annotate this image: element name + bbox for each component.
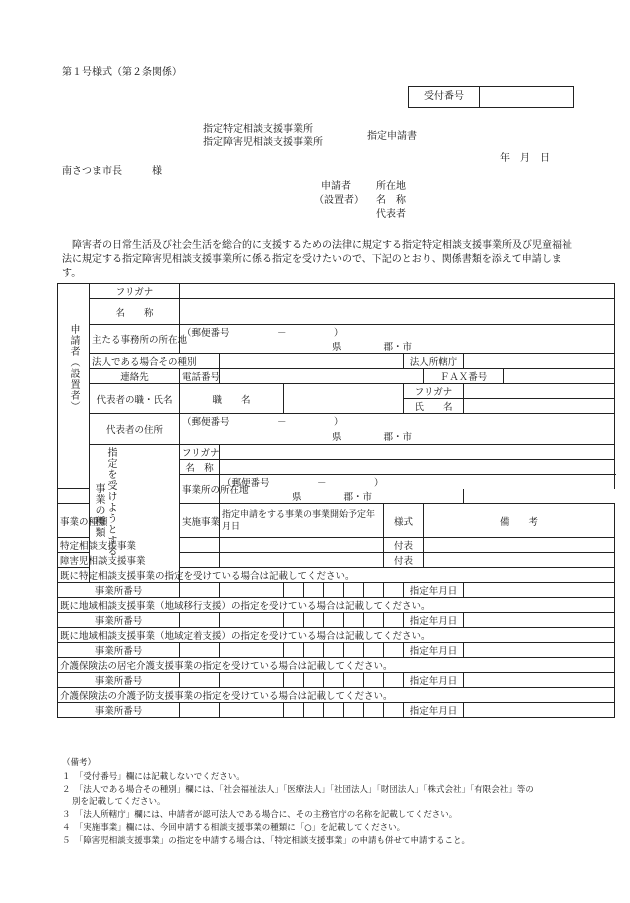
designated-date-label: 指定年月日 — [404, 703, 464, 718]
applicant-name-label: 名 称 — [376, 195, 406, 206]
contact-label: 連絡先 — [90, 369, 180, 384]
business-section-label: 指定を受けようとする 事業の種類 — [90, 444, 180, 583]
service-2-impl-field[interactable] — [180, 553, 220, 568]
receipt-number-field[interactable] — [480, 87, 573, 107]
applicant-section-label: 申請者（設置者） — [58, 284, 90, 489]
office-prefecture-label: 県 — [58, 489, 304, 504]
receipt-label: 受付番号 — [409, 87, 480, 107]
corp-type-field[interactable] — [220, 354, 404, 369]
office-number-digit[interactable] — [304, 673, 324, 688]
prefecture-label: 県 — [180, 339, 344, 354]
office-number-label: 事業所番号 — [58, 673, 180, 688]
office-number-digit[interactable] — [344, 673, 364, 688]
applicant-location-label: 所在地 — [376, 181, 406, 192]
city-label: 郡・市 — [344, 339, 615, 354]
office-number-digit[interactable] — [384, 583, 404, 598]
office-number-digit[interactable] — [324, 583, 344, 598]
office-number-digit[interactable] — [180, 613, 220, 628]
rep-name-field[interactable] — [464, 399, 615, 414]
existing-designation-4-note: 介護保険法の居宅介護支援事業の指定を受けている場合は記載してください。 — [58, 658, 615, 673]
office-number-digit[interactable] — [324, 613, 344, 628]
postal-code-field[interactable]: （郵便番号 － ） — [180, 325, 615, 340]
addressee: 南さつま市長 様 — [62, 166, 162, 177]
office-number-digit[interactable] — [304, 613, 324, 628]
phone-label: 電話番号 — [180, 369, 220, 384]
designated-date-field[interactable] — [464, 583, 615, 598]
office-number-label: 事業所番号 — [58, 583, 180, 598]
office-number-digit[interactable] — [220, 643, 284, 658]
date-field[interactable]: 年 月 日 — [500, 153, 550, 164]
office-number-digit[interactable] — [364, 583, 384, 598]
designated-date-label: 指定年月日 — [404, 583, 464, 598]
office-number-digit[interactable] — [384, 613, 404, 628]
office-furigana-field[interactable] — [220, 444, 615, 459]
office-number-digit[interactable] — [180, 703, 220, 718]
designated-date-field[interactable] — [464, 703, 615, 718]
note-5: ５ 「障害児相談支援事業」の指定を申請する場合は、「特定相談支援事業」の申請も併せて申請すること。 — [62, 836, 471, 846]
office-number-digit[interactable] — [384, 673, 404, 688]
rep-furigana-label: フリガナ — [404, 384, 464, 399]
office-number-digit[interactable] — [344, 583, 364, 598]
service-2-attach: 付表 — [384, 553, 424, 568]
existing-designation-3-note: 既に地域相談支援事業（地域定着支援）の指定を受けている場合は記載してください。 — [58, 628, 615, 643]
office-number-digit[interactable] — [364, 613, 384, 628]
designated-date-label: 指定年月日 — [404, 673, 464, 688]
designated-date-field[interactable] — [464, 613, 615, 628]
start-date-header: 指定申請をする事業の事業開始予定年月日 — [220, 504, 384, 538]
office-number-digit[interactable] — [220, 703, 284, 718]
furigana-field[interactable] — [180, 284, 615, 299]
fax-field[interactable] — [504, 369, 615, 384]
title-line-2: 指定障害児相談支援事業所 — [203, 137, 323, 148]
office-number-digit[interactable] — [180, 643, 220, 658]
notes-heading: （備考） — [62, 758, 97, 768]
rep-name-label: 氏 名 — [404, 399, 464, 414]
designated-date-label: 指定年月日 — [404, 643, 464, 658]
office-number-digit[interactable] — [364, 673, 384, 688]
office-number-digit[interactable] — [180, 583, 220, 598]
form-number: 第１号様式（第２条関係） — [62, 67, 182, 78]
rep-city-label: 郡・市 — [344, 428, 615, 444]
office-number-digit[interactable] — [324, 703, 344, 718]
note-1: １ 「受付番号」欄には記載しないでください。 — [62, 772, 245, 782]
office-number-digit[interactable] — [304, 643, 324, 658]
office-number-digit[interactable] — [220, 583, 284, 598]
service-1-start-field[interactable] — [220, 538, 384, 553]
office-number-digit[interactable] — [324, 673, 344, 688]
designated-date-label: 指定年月日 — [404, 613, 464, 628]
office-name-label: 名 称 — [180, 459, 220, 474]
office-number-label: 事業所番号 — [58, 703, 180, 718]
application-form-table — [57, 283, 615, 718]
applicant-label: 申請者 — [321, 181, 351, 192]
office-number-digit[interactable] — [384, 703, 404, 718]
office-number-digit[interactable] — [304, 703, 324, 718]
application-statement: 障害者の日常生活及び社会生活を総合的に支援するための法律に規定する指定特定相談支援事業所及び児童福祉法に規定する指定障害児相談支援事業所に係る指定を受けたいので、下記のとおり、関係書類を添えて申請します。 — [62, 240, 572, 279]
rep-postal-field[interactable]: （郵便番号 － ） — [180, 414, 615, 429]
rep-prefecture-label: 県 — [180, 428, 344, 444]
corp-office-field[interactable] — [464, 354, 615, 369]
office-number-digit[interactable] — [364, 643, 384, 658]
existing-designation-5-note: 介護保険法の介護予防支援事業の指定を受けている場合は記載してください。 — [58, 688, 615, 703]
office-number-digit[interactable] — [284, 673, 304, 688]
receipt-box — [408, 86, 574, 108]
main-office-label: 主たる事務所の所在地 — [90, 325, 180, 354]
designated-date-field[interactable] — [464, 643, 615, 658]
office-number-digit[interactable] — [384, 643, 404, 658]
office-furigana-label: フリガナ — [180, 444, 220, 459]
office-number-digit[interactable] — [304, 583, 324, 598]
office-number-digit[interactable] — [220, 613, 284, 628]
remarks-header: 備 考 — [424, 504, 615, 538]
note-3: ３ 「法人所轄庁」欄には、申請者が認可法人である場合に、その主務官庁の名称を記載してください。 — [62, 810, 458, 820]
note-2: ２ 「法人である場合その種別」欄には、「社会福祉法人」「医療法人」「社団法人」「財団法人」「株式会社」「有限会社」等の — [62, 785, 534, 795]
job-label: 職 名 — [180, 384, 284, 414]
office-number-digit[interactable] — [364, 703, 384, 718]
designated-date-field[interactable] — [464, 673, 615, 688]
applicant-name-field[interactable] — [180, 299, 615, 325]
applicant-rep-label: 代表者 — [376, 209, 406, 220]
note-2-cont: 別を記載してください。 — [72, 797, 166, 807]
corp-type-label: 法人である場合その種別 — [90, 354, 220, 369]
office-number-label: 事業所番号 — [58, 613, 180, 628]
furigana-label: フリガナ — [90, 284, 180, 299]
applicant-sub-label: （設置者） — [314, 195, 364, 206]
job-field[interactable] — [284, 384, 404, 414]
office-city-label: 郡・市 — [304, 489, 464, 504]
office-number-digit[interactable] — [344, 703, 364, 718]
applicant-name-label: 名 称 — [90, 299, 180, 325]
office-number-digit[interactable] — [284, 643, 304, 658]
office-name-field[interactable] — [220, 459, 615, 474]
office-number-digit[interactable] — [220, 673, 284, 688]
phone-field[interactable] — [220, 369, 424, 384]
service-1-label: 特定相談支援事業 — [58, 538, 90, 553]
office-number-digit[interactable] — [284, 583, 304, 598]
rep-furigana-field[interactable] — [464, 384, 615, 399]
existing-designation-1-note: 既に特定相談支援事業の指定を受けている場合は記載してください。 — [58, 568, 615, 583]
office-number-digit[interactable] — [284, 703, 304, 718]
service-1-attach: 付表 — [384, 538, 424, 553]
title-line-1: 指定特定相談支援事業所 — [203, 124, 313, 135]
corp-office-label: 法人所轄庁 — [404, 354, 464, 369]
office-number-digit[interactable] — [324, 643, 344, 658]
rep-title-label: 代表者の職・氏名 — [90, 384, 180, 414]
title-suffix: 指定申請書 — [367, 131, 417, 142]
office-address-label: 事業所の所在地 — [180, 474, 220, 504]
form-header: 様式 — [384, 504, 424, 538]
office-number-label: 事業所番号 — [58, 643, 180, 658]
service-1-impl-field[interactable] — [180, 538, 220, 553]
office-number-digit[interactable] — [180, 673, 220, 688]
office-postal-field[interactable]: （郵便番号 － ） — [220, 474, 615, 489]
office-number-digit[interactable] — [344, 643, 364, 658]
office-number-digit[interactable] — [284, 613, 304, 628]
service-2-remarks-field[interactable] — [424, 553, 615, 568]
existing-designation-2-note: 既に地域相談支援事業（地域移行支援）の指定を受けている場合は記載してください。 — [58, 598, 615, 613]
service-2-start-field[interactable] — [220, 553, 384, 568]
kind-header: 事業の種類 — [58, 504, 90, 538]
office-number-digit[interactable] — [344, 613, 364, 628]
service-2-label: 障害児相談支援事業 — [58, 553, 90, 568]
impl-header: 実施事業 — [180, 504, 220, 538]
rep-address-label: 代表者の住所 — [90, 414, 180, 445]
service-1-remarks-field[interactable] — [424, 538, 615, 553]
note-4: ４ 「実施事業」欄には、今回申請する相談支援事業の種類に「○」を記載してください。 — [62, 823, 406, 833]
fax-label: ＦＡＸ番号 — [424, 369, 504, 384]
